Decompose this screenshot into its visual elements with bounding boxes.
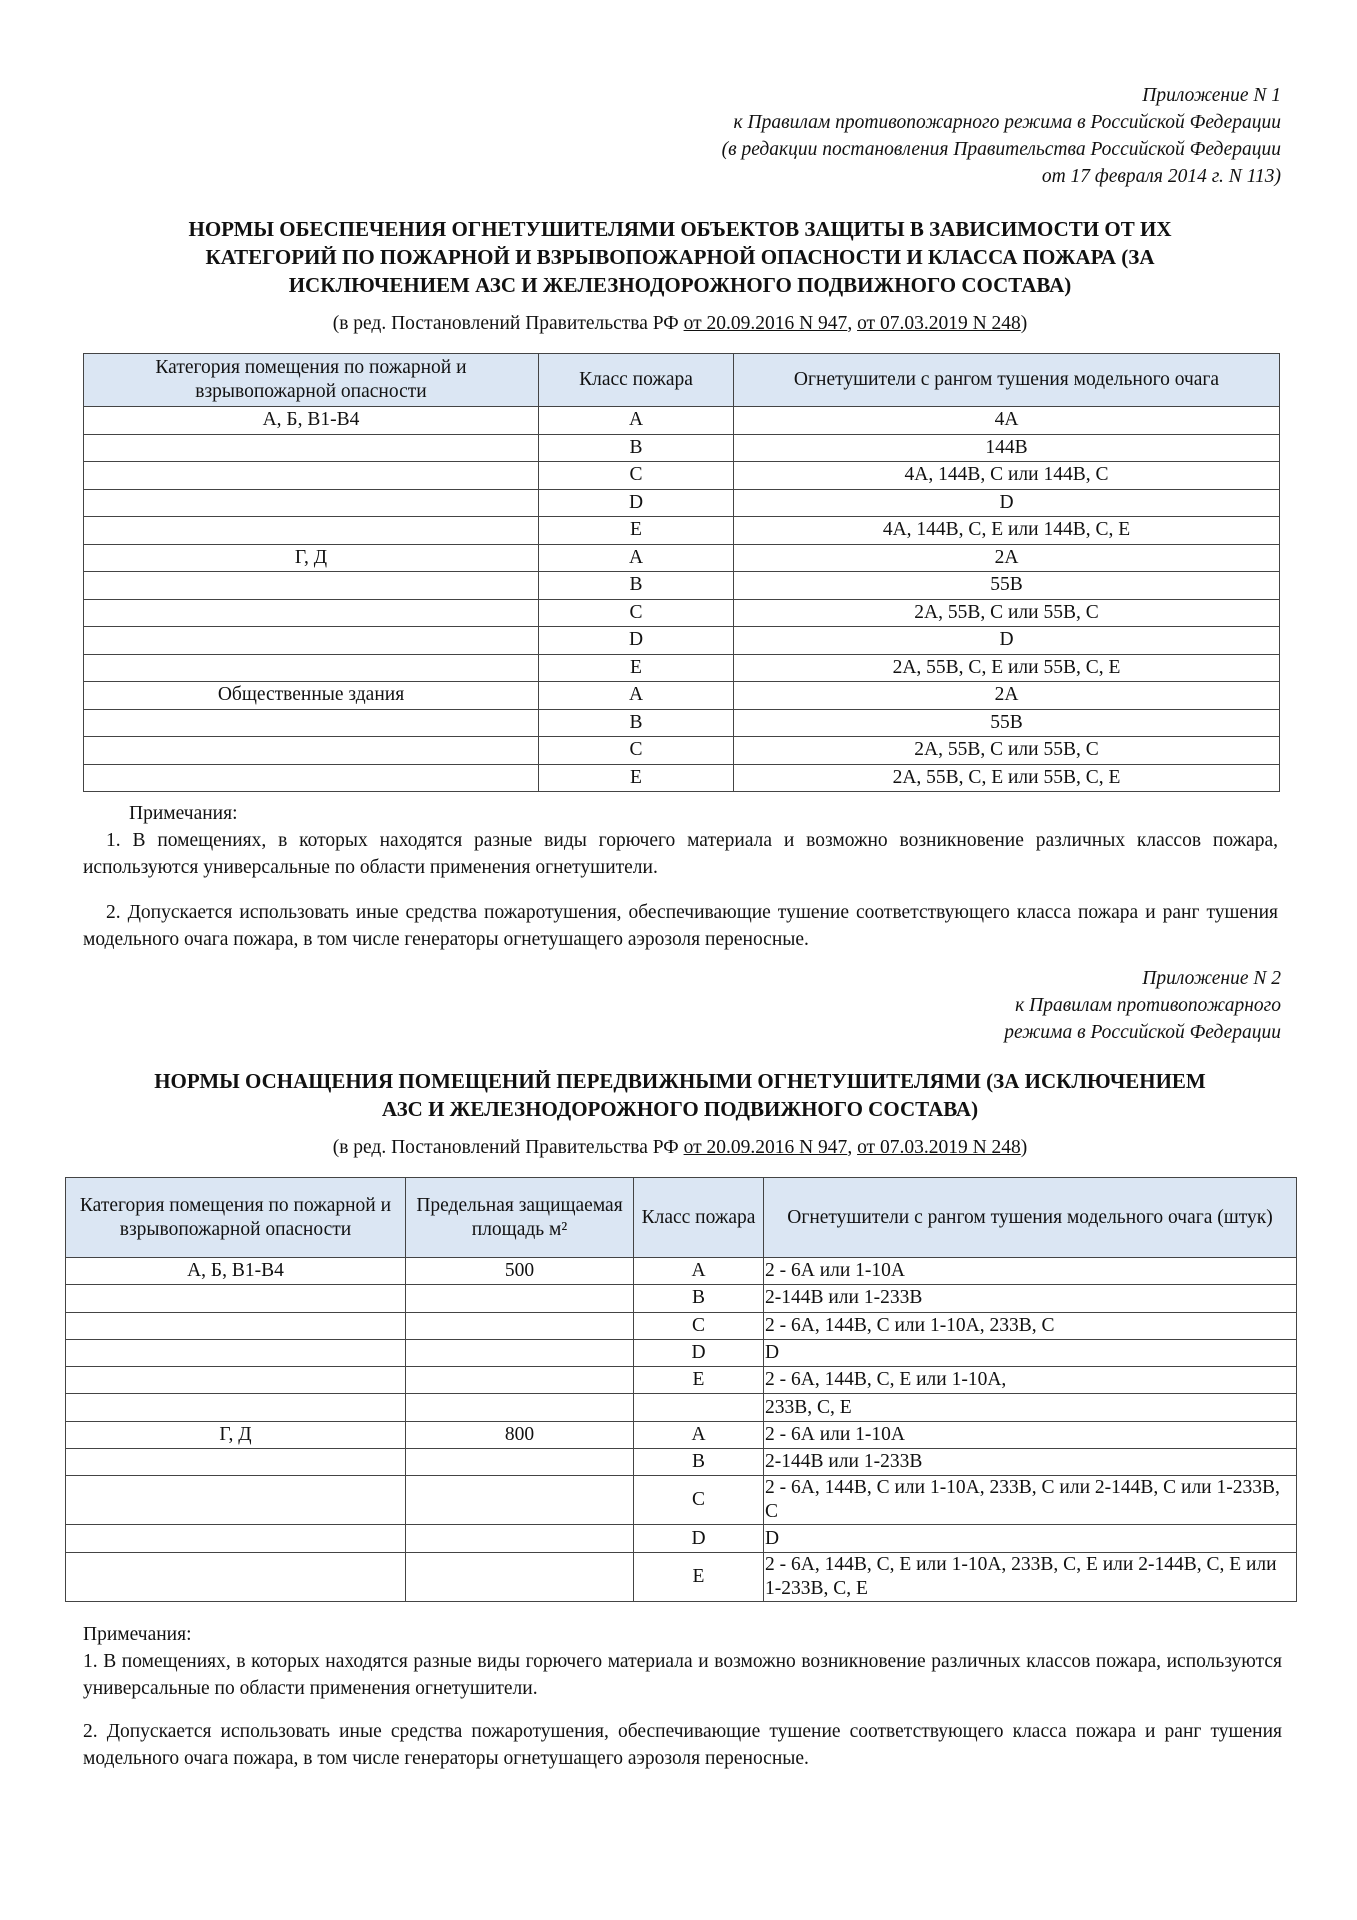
cell-fire-class: А [539,544,734,572]
table-row [84,489,1280,517]
section-2-title-line: АЗС И ЖЕЛЕЗНОДОРОЖНОГО ПОДВИЖНОГО СОСТАВА) [381,1097,979,1121]
cell-category: А, Б, В1-В4 [84,407,539,435]
edition-link-2019[interactable]: от 07.03.2019 N 248 [857,313,1021,334]
table-row [66,1258,1297,1285]
edition-link-2016[interactable]: от 20.09.2016 N 947 [683,313,848,334]
table-row [66,1312,1297,1339]
section-1-title-line: КАТЕГОРИЙ ПО ПОЖАРНОЙ И ВЗРЫВОПОЖАРНОЙ ОПАСНОСТИ И КЛАССА ПОЖАРА (ЗА [205,245,1155,269]
cell-category [66,1476,406,1525]
cell-category [84,709,539,737]
cell-category: А, Б, В1-В4 [66,1258,406,1285]
table-row [66,1449,1297,1476]
cell-fire-class: С [539,462,734,490]
cell-fire-class: В [634,1285,764,1312]
cell-category [66,1525,406,1552]
cell-extinguishers-count: D [764,1525,1297,1552]
cell-fire-class: Е [634,1367,764,1394]
table-row [84,434,1280,462]
cell-fire-class: D [634,1339,764,1366]
cell-extinguishers: 2А, 55В, С, Е или 55В, С, Е [734,654,1280,682]
table-row [66,1367,1297,1394]
edition-prefix: (в ред. Постановлений Правительства РФ [332,1137,684,1158]
table-row [66,1394,1297,1421]
cell-extinguishers: 4А, 144В, С или 144В, С [734,462,1280,490]
cell-max-area [406,1476,634,1525]
cell-fire-class: С [539,737,734,765]
notes-title: Примечания: [129,803,238,824]
cell-extinguishers: 2А [734,544,1280,572]
cell-fire-class: В [539,434,734,462]
cell-fire-class: В [634,1449,764,1476]
cell-fire-class: D [539,627,734,655]
cell-fire-class: D [539,489,734,517]
cell-category [84,517,539,545]
note-item: 1. В помещениях, в которых находятся разные виды горючего материала и возможно возникновение различных классов пожара, используются универсальные по области применения огнетушители. [83,830,1278,878]
cell-category [84,572,539,600]
cell-category [84,737,539,765]
cell-category: Г, Д [84,544,539,572]
section-1-title-line: ИСКЛЮЧЕНИЕМ АЗС И ЖЕЛЕЗНОДОРОЖНОГО ПОДВИЖНОГО СОСТАВА) [288,273,1072,297]
cell-max-area [406,1525,634,1552]
cell-extinguishers-count: 2 - 6А или 1-10А [764,1421,1297,1448]
table-row [66,1285,1297,1312]
edition-link-2019[interactable]: от 07.03.2019 N 248 [857,1137,1021,1158]
cell-extinguishers-count: 2 - 6А, 144В, С или 1-10А, 233В, С [764,1312,1297,1339]
section-1-title-line: НОРМЫ ОБЕСПЕЧЕНИЯ ОГНЕТУШИТЕЛЯМИ ОБЪЕКТОВ ЗАЩИТЫ В ЗАВИСИМОСТИ ОТ ИХ [188,217,1172,241]
note-item: 1. В помещениях, в которых находятся разные виды горючего материала и возможно возникновение различных классов пожара, используются универсальные по области применения огнетушители. [83,1651,1282,1699]
cell-category [84,434,539,462]
table-row [66,1476,1297,1525]
table-header-row [66,1178,1297,1258]
extinguisher-norms-table [83,353,1280,792]
notes-2 [83,1621,1282,1772]
edition-suffix: ) [1020,1137,1028,1158]
header-fire-class: Класс пожара [539,354,734,407]
header-category: Категория помещения по пожарной и взрывопожарной опасности [84,354,539,407]
appendix-1-date: от 17 февраля 2014 г. N 113) [1041,166,1281,187]
note-item: 2. Допускается использовать иные средства пожаротушения, обеспечивающие тушение соответствующего класса пожара и ранг тушения модельного очага пожара, в том числе генераторы огнетушащего аэрозоля переносные. [83,1721,1282,1769]
cell-category [66,1339,406,1366]
edition-prefix: (в ред. Постановлений Правительства РФ [332,313,684,334]
section-2-title-line: НОРМЫ ОСНАЩЕНИЯ ПОМЕЩЕНИЙ ПЕРЕДВИЖНЫМИ ОГНЕТУШИТЕЛЯМИ (ЗА ИСКЛЮЧЕНИЕМ [154,1069,1206,1093]
cell-category: Г, Д [66,1421,406,1448]
table-row [84,599,1280,627]
cell-category [84,599,539,627]
cell-fire-class: Е [634,1552,764,1601]
table-row [84,517,1280,545]
edition-separator: , [847,313,858,334]
cell-fire-class: С [539,599,734,627]
cell-category [84,462,539,490]
table-row [66,1525,1297,1552]
section-2-title [80,1067,1280,1123]
table-header-row [84,354,1280,407]
cell-fire-class: Е [539,764,734,792]
appendix-2-header [1004,965,1281,1046]
cell-extinguishers: 4А, 144В, С, Е или 144В, С, Е [734,517,1280,545]
mobile-extinguisher-norms-table [65,1177,1297,1602]
cell-extinguishers: 4А [734,407,1280,435]
cell-category [66,1449,406,1476]
cell-max-area [406,1285,634,1312]
cell-fire-class: Е [539,654,734,682]
table-row [84,544,1280,572]
table-row [84,654,1280,682]
table-row [66,1339,1297,1366]
cell-max-area [406,1367,634,1394]
section-1-title [80,215,1280,299]
cell-extinguishers-count: 233В, С, Е [764,1394,1297,1421]
cell-extinguishers-count: 2 - 6А или 1-10А [764,1258,1297,1285]
section-2-edition [80,1136,1280,1159]
header-max-area: Предельная защищаемая площадь м² [406,1178,634,1258]
appendix-1-rules: к Правилам противопожарного режима в Российской Федерации [733,112,1281,133]
cell-fire-class [634,1394,764,1421]
table-row [84,709,1280,737]
cell-fire-class: Е [539,517,734,545]
notes-title: Примечания: [83,1624,192,1645]
cell-extinguishers-count: 2 - 6А, 144В, С или 1-10А, 233В, С или 2-144В, С или 1-233В, С [764,1476,1297,1525]
table-row [84,764,1280,792]
cell-max-area [406,1339,634,1366]
cell-category [84,489,539,517]
cell-max-area [406,1312,634,1339]
cell-fire-class: С [634,1476,764,1525]
table-row [84,682,1280,710]
header-extinguishers: Огнетушители с рангом тушения модельного очага [734,354,1280,407]
cell-max-area: 500 [406,1258,634,1285]
appendix-2-rules: к Правилам противопожарного [1015,995,1281,1016]
cell-category [66,1285,406,1312]
notes-1 [83,800,1278,953]
cell-category [84,654,539,682]
appendix-2-number: Приложение N 2 [1142,968,1281,989]
table-row [84,572,1280,600]
cell-category [66,1367,406,1394]
cell-category: Общественные здания [84,682,539,710]
cell-fire-class: D [634,1525,764,1552]
appendix-1-number: Приложение N 1 [1142,85,1281,106]
cell-fire-class: С [634,1312,764,1339]
edition-suffix: ) [1020,313,1028,334]
cell-fire-class: В [539,709,734,737]
cell-extinguishers-count: 2 - 6А, 144В, С, Е или 1-10А, 233В, С, Е или 2-144В, С, Е или 1-233В, С, Е [764,1552,1297,1601]
cell-extinguishers: 144В [734,434,1280,462]
table-row [84,627,1280,655]
header-extinguishers-count: Огнетушители с рангом тушения модельного очага (штук) [764,1178,1297,1258]
table-row [66,1552,1297,1601]
cell-fire-class: А [634,1421,764,1448]
cell-category [84,627,539,655]
edition-link-2016[interactable]: от 20.09.2016 N 947 [683,1137,848,1158]
cell-extinguishers: D [734,489,1280,517]
table-row [66,1421,1297,1448]
cell-extinguishers: 55В [734,709,1280,737]
appendix-1-header [722,82,1281,190]
cell-extinguishers-count: D [764,1339,1297,1366]
table-row [84,737,1280,765]
cell-max-area: 800 [406,1421,634,1448]
appendix-2-rules-cont: режима в Российской Федерации [1004,1022,1281,1043]
cell-category [66,1394,406,1421]
cell-extinguishers-count: 2-144В или 1-233В [764,1449,1297,1476]
cell-fire-class: В [539,572,734,600]
cell-max-area [406,1394,634,1421]
table-row [84,462,1280,490]
note-item: 2. Допускается использовать иные средства пожаротушения, обеспечивающие тушение соответствующего класса пожара и ранг тушения модельного очага пожара, в том числе генераторы огнетушащего аэрозоля переносные. [83,902,1278,950]
cell-max-area [406,1449,634,1476]
section-1-edition [80,312,1280,335]
cell-extinguishers-count: 2-144В или 1-233В [764,1285,1297,1312]
cell-extinguishers: 2А, 55В, С или 55В, С [734,737,1280,765]
header-category: Категория помещения по пожарной и взрывопожарной опасности [66,1178,406,1258]
header-fire-class: Класс пожара [634,1178,764,1258]
cell-category [66,1312,406,1339]
cell-max-area [406,1552,634,1601]
cell-fire-class: А [539,407,734,435]
edition-separator: , [847,1137,858,1158]
cell-extinguishers-count: 2 - 6А, 144В, С, Е или 1-10А, [764,1367,1297,1394]
cell-extinguishers: 2А [734,682,1280,710]
table-row [84,407,1280,435]
cell-extinguishers: 2А, 55В, С или 55В, С [734,599,1280,627]
cell-category [84,764,539,792]
appendix-1-edition: (в редакции постановления Правительства Российской Федерации [721,139,1281,160]
cell-extinguishers: 2А, 55В, С, Е или 55В, С, Е [734,764,1280,792]
cell-extinguishers: D [734,627,1280,655]
cell-fire-class: А [539,682,734,710]
cell-fire-class: А [634,1258,764,1285]
cell-extinguishers: 55В [734,572,1280,600]
cell-category [66,1552,406,1601]
